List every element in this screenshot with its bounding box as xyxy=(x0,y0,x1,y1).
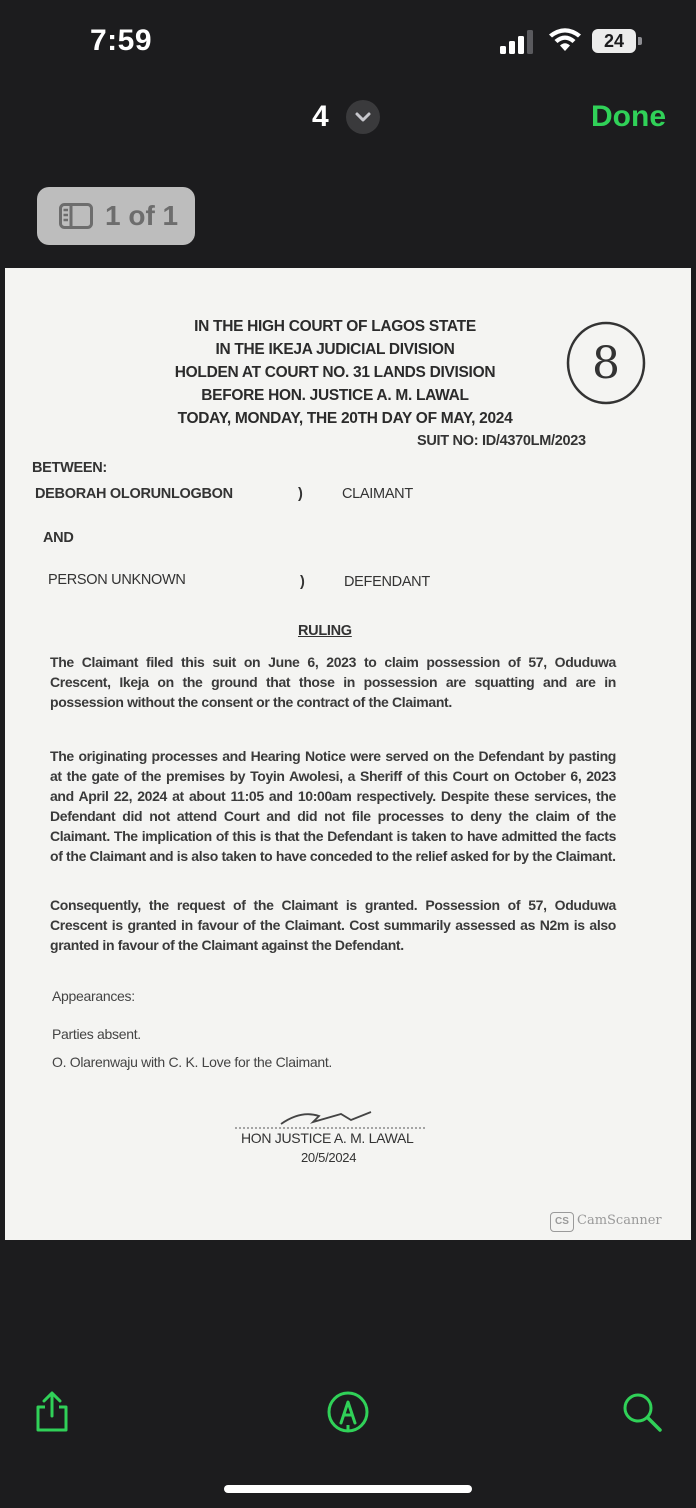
chevron-down-icon xyxy=(346,100,380,134)
cellular-signal-icon xyxy=(500,30,538,54)
home-indicator[interactable] xyxy=(224,1485,472,1493)
search-icon[interactable] xyxy=(620,1390,664,1434)
claimant-bracket: ) xyxy=(298,486,303,502)
parties-line: Parties absent. xyxy=(52,1026,141,1042)
bottom-toolbar xyxy=(0,1380,696,1450)
court-heading-line: TODAY, MONDAY, THE 20TH DAY OF MAY, 2024 xyxy=(177,410,513,427)
status-time: 7:59 xyxy=(90,24,153,57)
circled-number-annotation xyxy=(565,320,647,406)
ruling-paragraph: Consequently, the request of the Claimant is granted. Possession of 57, Oduduwa Crescent is granted in favour of the Claimant. Cost summarily assessed as N2m is also granted in favour of the Claimant against the Defendant. xyxy=(50,897,616,953)
battery-tip xyxy=(638,37,642,45)
defendant-name: PERSON UNKNOWN xyxy=(48,572,186,588)
ruling-title: RULING xyxy=(298,623,352,639)
ruling-paragraph: The Claimant filed this suit on June 6, 2023 to claim possession of 57, Oduduwa Crescent, Ikeja on the ground that those in possession are squatting and are in possession without the consent or the contract of the Claimant. xyxy=(50,654,616,710)
appearances-title: Appearances: xyxy=(52,988,135,1004)
judge-name: HON JUSTICE A. M. LAWAL xyxy=(241,1130,414,1146)
markup-icon[interactable] xyxy=(326,1390,370,1434)
sidebar-icon xyxy=(59,203,93,229)
camscanner-watermark xyxy=(550,1212,662,1234)
court-heading-line: BEFORE HON. JUSTICE A. M. LAWAL xyxy=(201,387,469,404)
camscanner-text: CamScanner xyxy=(577,1213,662,1228)
and-label: AND xyxy=(43,530,74,546)
page-indicator-label: 1 of 1 xyxy=(105,200,179,231)
judge-signature xyxy=(231,1102,431,1132)
scanned-document[interactable] xyxy=(5,268,691,1240)
done-button[interactable]: Done xyxy=(591,100,666,133)
court-heading-line: IN THE HIGH COURT OF LAGOS STATE xyxy=(194,318,476,335)
signature-date: 20/5/2024 xyxy=(301,1150,357,1165)
court-heading-line: IN THE IKEJA JUDICIAL DIVISION xyxy=(215,341,455,358)
page-indicator-button[interactable] xyxy=(37,187,195,245)
ruling-paragraph: The originating processes and Hearing Notice were served on the Defendant by pasting at the gate of the premises by Toyin Awolesi, a Sheriff of this Court on October 6, 2023 and April 22, 2024 at about 11:05 and 10:00am respectively. Despite these services, the Defendant did not attend Court and did not file processes to deny the claim of the Claimant. The implication of this is that the Defendant is taken to have admitted the facts of the Claimant and is also taken to have conceded to the relief asked for by the Claimant. xyxy=(50,748,616,864)
counsel-line: O. Olarenwaju with C. K. Love for the Claimant. xyxy=(52,1054,333,1070)
wifi-icon xyxy=(548,27,582,53)
claimant-label: CLAIMANT xyxy=(342,486,413,502)
court-heading-line: HOLDEN AT COURT NO. 31 LANDS DIVISION xyxy=(174,364,496,381)
page-menu-button[interactable] xyxy=(346,100,380,134)
between-label: BETWEEN: xyxy=(32,460,107,476)
suit-number: SUIT NO: ID/4370LM/2023 xyxy=(417,433,586,449)
battery-icon xyxy=(592,29,642,53)
defendant-label: DEFENDANT xyxy=(344,574,430,590)
status-bar xyxy=(0,0,696,90)
nav-bar xyxy=(0,90,696,150)
page-count[interactable]: 4 xyxy=(312,100,329,133)
share-icon[interactable] xyxy=(30,1390,74,1434)
battery-level: 24 xyxy=(592,29,636,53)
camscanner-logo: CS xyxy=(550,1212,574,1232)
defendant-bracket: ) xyxy=(300,574,305,590)
circled-number-text: 8 xyxy=(592,338,620,389)
claimant-name: DEBORAH OLORUNLOGBON xyxy=(35,486,233,502)
